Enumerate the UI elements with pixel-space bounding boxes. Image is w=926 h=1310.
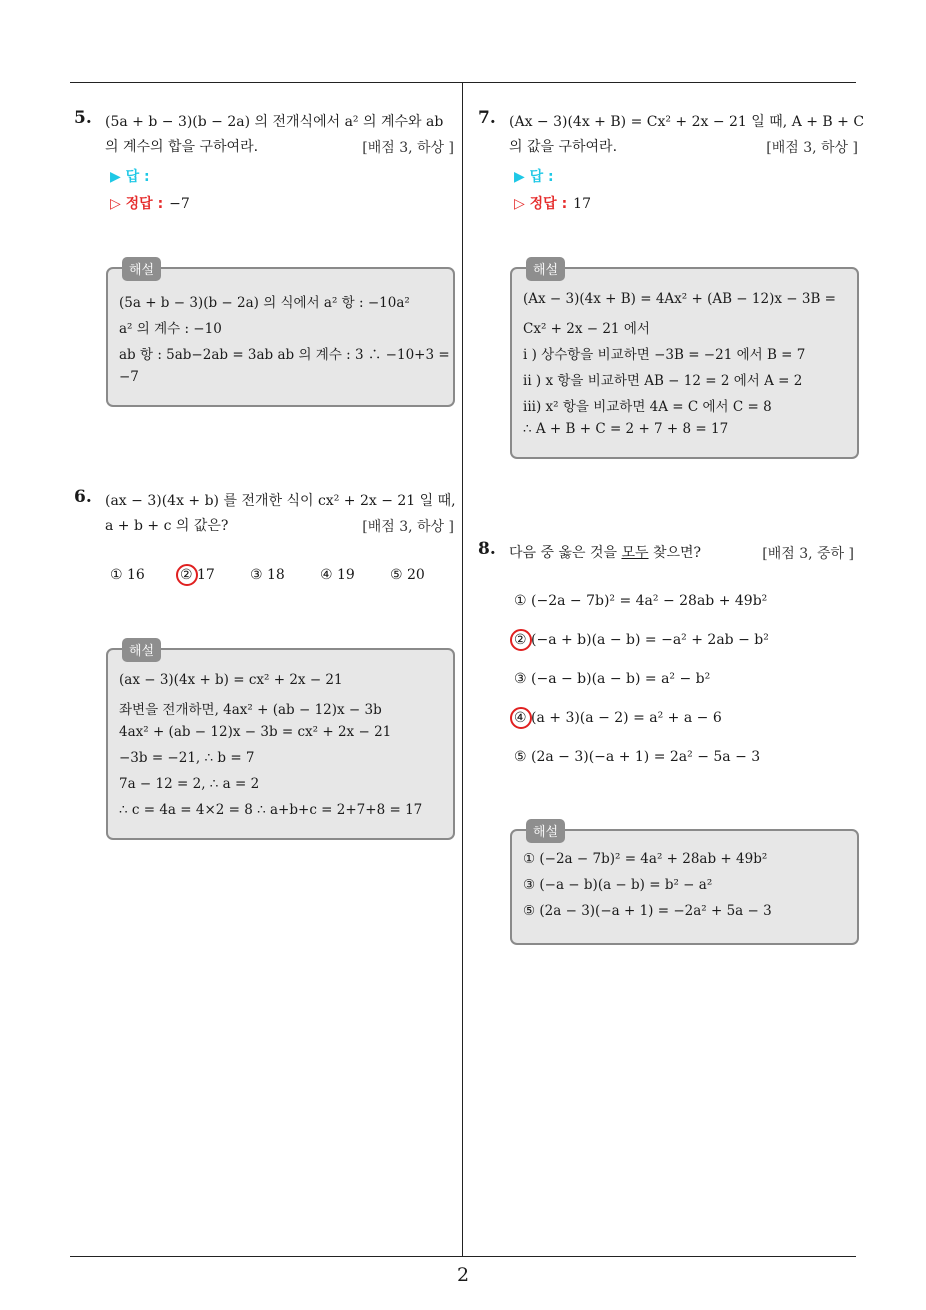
explanation-line: 좌변을 전개하면, 4ax² + (ab − 12)x − 3b xyxy=(119,702,382,718)
explanation-line: ii ) x 항을 비교하면 AB − 12 = 2 에서 A = 2 xyxy=(523,373,803,389)
problem-6 xyxy=(74,487,454,587)
problem-number: 7. xyxy=(478,108,496,128)
choice-2[interactable]: ② 17 xyxy=(180,567,215,583)
choice-4[interactable]: ④ (a + 3)(a − 2) = a² + a − 6 xyxy=(514,710,722,726)
correct-answer xyxy=(514,193,591,213)
explanation-line: (5a + b − 3)(b − 2a) 의 식에서 a² 항 : −10a² xyxy=(119,295,410,311)
explanation-line: ① (−2a − 7b)² = 4a² + 28ab + 49b² xyxy=(523,851,768,867)
score-meta: [배점 3, 하상 ] xyxy=(362,519,454,535)
correct-answer-value: 17 xyxy=(573,196,591,212)
column-divider xyxy=(462,82,463,1257)
bottom-rule xyxy=(70,1256,856,1257)
explanation-line: 4ax² + (ab − 12)x − 3b = cx² + 2x − 21 xyxy=(119,724,392,740)
explanation-line: ③ (−a − b)(a − b) = b² − a² xyxy=(523,877,713,893)
correct-answer-label: ▷ 정답 : xyxy=(514,196,568,212)
problem-text-line-1: (Ax − 3)(4x + B) = Cx² + 2x − 21 일 때, A + B + C xyxy=(509,114,865,130)
choice-2[interactable]: ② (−a + b)(a − b) = −a² + 2ab − b² xyxy=(514,632,769,648)
correct-answer-value: −7 xyxy=(169,196,190,212)
explanation-line: ∴ A + B + C = 2 + 7 + 8 = 17 xyxy=(523,421,729,437)
selected-mark-icon xyxy=(510,707,532,729)
choice-3[interactable]: ③ 18 xyxy=(250,567,285,583)
selected-mark-icon xyxy=(176,564,198,586)
problem-number: 6. xyxy=(74,487,92,507)
explanation-line: −3b = −21, ∴ b = 7 xyxy=(119,750,255,766)
correct-answer xyxy=(110,193,190,213)
explanation-tab: 해설 xyxy=(526,819,565,843)
explanation-line: Cx² + 2x − 21 에서 xyxy=(523,321,650,337)
problem-number: 8. xyxy=(478,539,496,559)
explanation-box-6 xyxy=(106,644,455,840)
score-meta: [배점 3, 하상 ] xyxy=(766,140,858,156)
explanation-line: ab 항 : 5ab−2ab = 3ab ab 의 계수 : 3 ∴ −10+3 = xyxy=(119,347,450,363)
problem-text-line-2: 의 값을 구하여라. xyxy=(509,139,618,155)
answer-input-label[interactable]: ▶ 답 : xyxy=(110,169,150,185)
problem-7 xyxy=(478,108,865,212)
explanation-line: (Ax − 3)(4x + B) = 4Ax² + (AB − 12)x − 3B = xyxy=(523,291,836,307)
problem-5 xyxy=(74,108,454,212)
choice-1[interactable]: ① (−2a − 7b)² = 4a² − 28ab + 49b² xyxy=(514,593,768,609)
explanation-line: ⑤ (2a − 3)(−a + 1) = −2a² + 5a − 3 xyxy=(523,903,772,919)
score-meta: [배점 3, 중하 ] xyxy=(762,546,854,562)
problem-text-line-2: a + b + c 의 값은? xyxy=(105,518,229,534)
correct-answer-label: ▷ 정답 : xyxy=(110,196,164,212)
answer-input-label[interactable]: ▶ 답 : xyxy=(514,169,554,185)
choice-5[interactable]: ⑤ (2a − 3)(−a + 1) = 2a² − 5a − 3 xyxy=(514,749,761,765)
explanation-tab: 해설 xyxy=(122,257,161,281)
selected-mark-icon xyxy=(510,629,532,651)
problem-text-line-1: (ax − 3)(4x + b) 를 전개한 식이 cx² + 2x − 21 일 때, xyxy=(105,493,456,509)
explanation-line: iii) x² 항을 비교하면 4A = C 에서 C = 8 xyxy=(523,399,772,415)
choice-5[interactable]: ⑤ 20 xyxy=(390,567,425,583)
explanation-box-7 xyxy=(510,263,859,459)
explanation-line: ∴ c = 4a = 4×2 = 8 ∴ a+b+c = 2+7+8 = 17 xyxy=(119,802,423,818)
choice-4[interactable]: ④ 19 xyxy=(320,567,355,583)
explanation-tab: 해설 xyxy=(122,638,161,662)
problem-text-pre: 다음 중 옳은 것을 xyxy=(509,545,622,561)
page-number: 2 xyxy=(456,1264,470,1286)
explanation-line: i ) 상수항을 비교하면 −3B = −21 에서 B = 7 xyxy=(523,347,806,363)
score-meta: [배점 3, 하상 ] xyxy=(362,140,454,156)
explanation-box-8 xyxy=(510,825,859,945)
choice-3[interactable]: ③ (−a − b)(a − b) = a² − b² xyxy=(514,671,711,687)
explanation-line: −7 xyxy=(119,369,139,385)
problem-text-line-2: 의 계수의 합을 구하여라. xyxy=(105,139,259,155)
problem-number: 5. xyxy=(74,108,92,128)
explanation-box-5 xyxy=(106,263,455,407)
problem-text-emphasis: 모두 xyxy=(621,545,649,561)
explanation-line: (ax − 3)(4x + b) = cx² + 2x − 21 xyxy=(119,672,343,688)
problem-text-line-1: (5a + b − 3)(b − 2a) 의 전개식에서 a² 의 계수와 ab xyxy=(105,114,444,130)
top-rule xyxy=(70,82,856,83)
explanation-line: a² 의 계수 : −10 xyxy=(119,321,222,337)
problem-text-line-1 xyxy=(509,542,701,562)
explanation-line: 7a − 12 = 2, ∴ a = 2 xyxy=(119,776,260,792)
problem-text-post: 찾으면? xyxy=(648,545,702,561)
choice-1[interactable]: ① 16 xyxy=(110,567,145,583)
problem-8 xyxy=(478,539,854,779)
explanation-tab: 해설 xyxy=(526,257,565,281)
